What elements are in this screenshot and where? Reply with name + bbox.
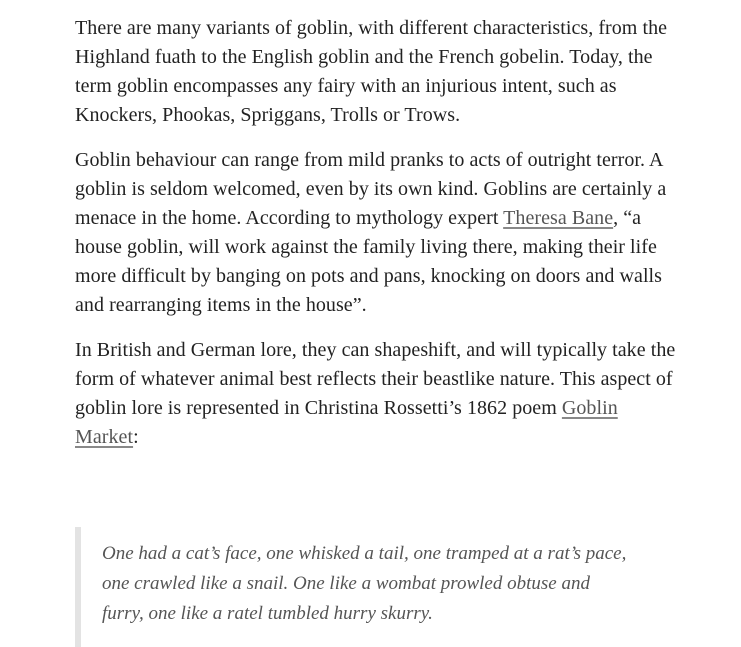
paragraph-text-after-link: : [133,426,139,448]
theresa-bane-link[interactable]: Theresa Bane [503,207,614,229]
paragraph-goblin-lore [75,336,685,452]
paragraph-text-after-link: , “a house goblin, will work against the family living there, making their life more difficult by banging on pots and pans, knocking on doors and walls and rearranging items in the house”. [75,207,662,316]
paragraph-text-before-link: Goblin behaviour can range from mild pranks to acts of outright terror. A goblin is seldom welcomed, even by its own kind. Goblins are certainly a menace in the home. According to mythology expert [75,149,667,229]
blockquote-text: One had a cat’s face, one whisked a tail, one tramped at a rat’s pace, one crawled like a snail. One like a wombat prowled obtuse and furry, one like a ratel tumbled hurry skurry. [102,543,627,624]
paragraph-goblin-variants: There are many variants of goblin, with different characteristics, from the Highland fuath to the English goblin and the French gobelin. Today, the term goblin encompasses any fairy with an injurious intent, such as Knockers, Phookas, Spriggans, Trolls or Trows. [75,17,668,126]
paragraph-goblin-behaviour [75,146,685,320]
paragraph-text-before-link: In British and German lore, they can shapeshift, and will typically take the form of whatever animal best reflects their beastlike nature. This aspect of goblin lore is represented in Christina Rossetti’s 1862 poem [75,339,676,419]
poem-blockquote [75,527,635,647]
goblin-market-link[interactable]: Goblin Market [75,397,618,448]
article-body [75,14,685,468]
